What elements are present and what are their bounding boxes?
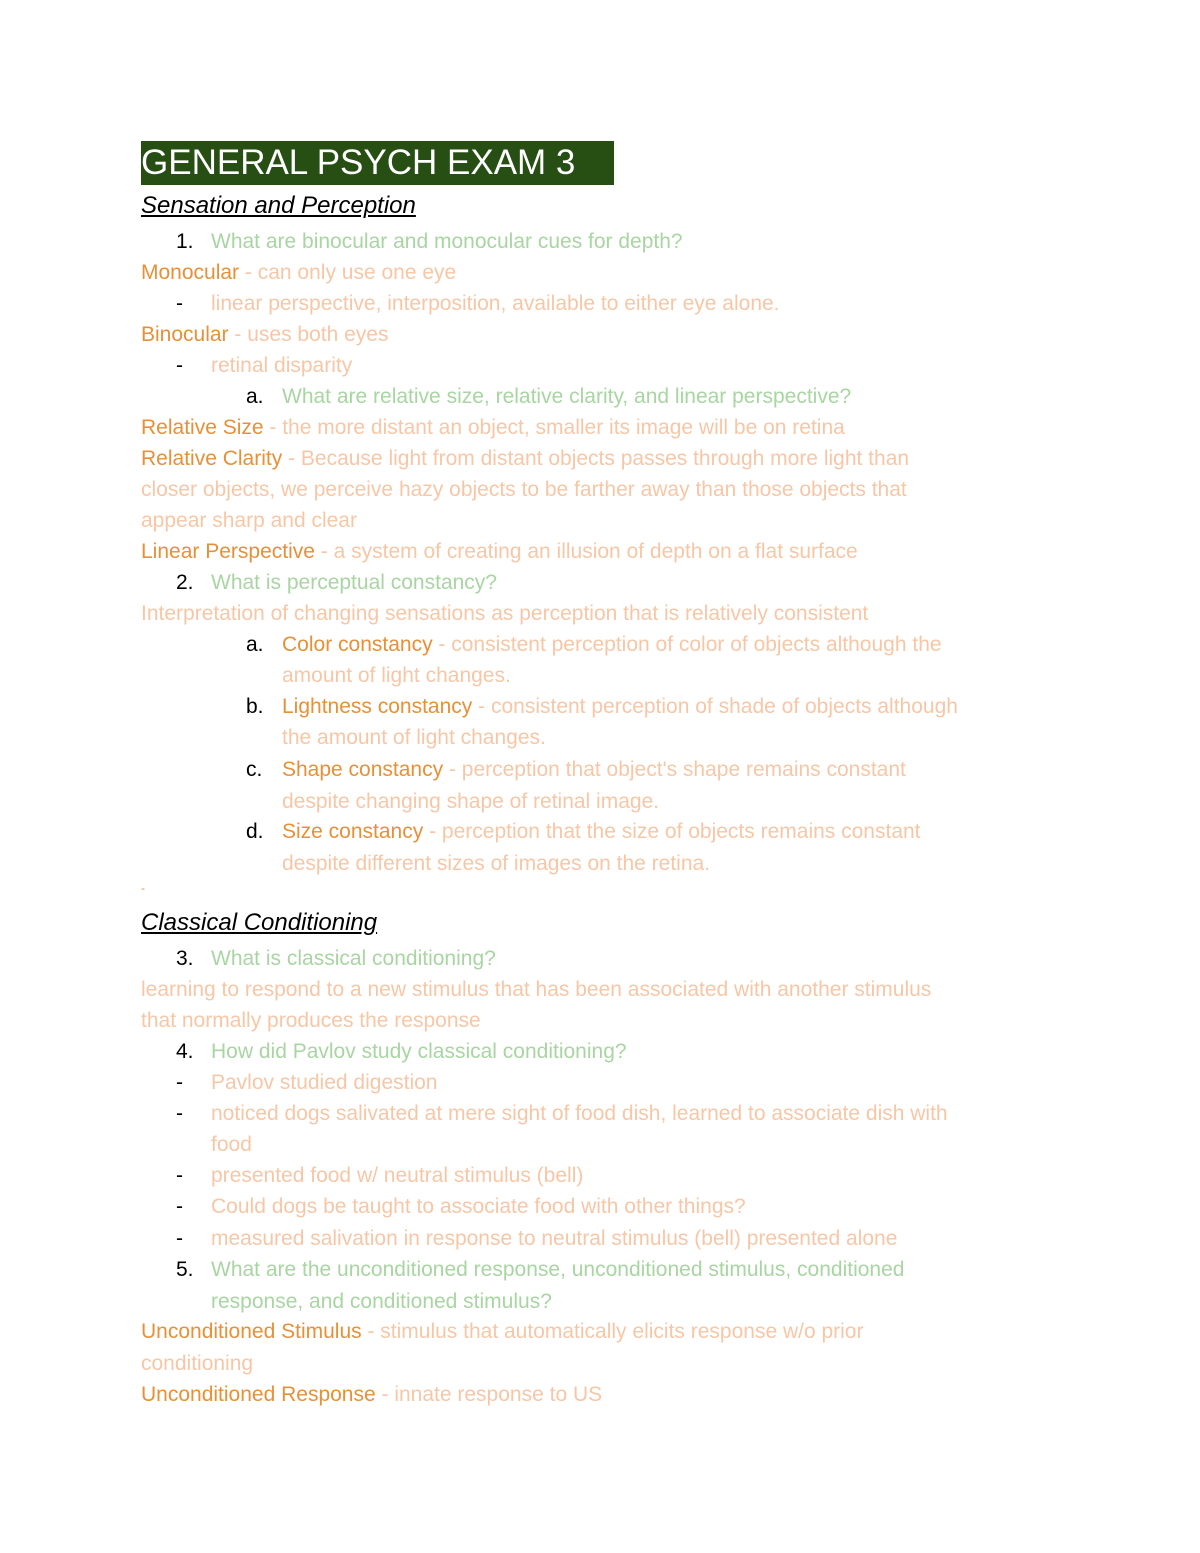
bullet-pavlov-5: measured salivation in response to neutral stimulus (bell) presented alone [211,1227,898,1250]
def-unconditioned-response: - innate response to US [375,1383,603,1406]
def-relative-clarity: - Because light from distant objects passes through more light than [282,447,910,470]
bullet-pavlov-3: presented food w/ neutral stimulus (bell) [211,1164,584,1187]
term-linear-perspective: Linear Perspective [141,540,315,563]
bullet-monocular: linear perspective, interposition, available to either eye alone. [211,292,780,315]
bullet-pavlov-2: noticed dogs salivated at mere sight of food dish, learned to associate dish with [211,1102,948,1125]
term-binocular: Binocular [141,323,229,346]
list-marker: 1. [176,230,194,253]
def-shape-constancy-cont: despite changing shape of retinal image. [282,790,660,813]
list-marker: a. [246,633,264,656]
def-shape-constancy: - perception that object's shape remains constant [443,758,906,781]
def-color-constancy-cont: amount of light changes. [282,664,511,687]
definition-relative-clarity [141,443,909,474]
definition-linear-perspective [141,536,858,567]
term-shape-constancy: Shape constancy [282,758,444,781]
list-marker: d. [246,820,264,843]
term-unconditioned-stimulus: Unconditioned Stimulus [141,1320,362,1343]
list-marker: 4. [176,1040,194,1063]
bullet-dash: - [176,292,183,315]
def-monocular: - can only use one eye [239,261,457,284]
def-color-constancy: - consistent perception of color of objects although the [432,633,942,656]
list-marker: 2. [176,571,194,594]
term-size-constancy: Size constancy [282,820,424,843]
definition-monocular [141,257,456,288]
item-lightness-constancy [282,691,958,722]
bullet-pavlov-1: Pavlov studied digestion [211,1071,438,1094]
item-color-constancy [282,629,942,660]
page-title: GENERAL PSYCH EXAM 3 [141,141,614,185]
list-marker: a. [246,385,264,408]
bullet-pavlov-4: Could dogs be taught to associate food with other things? [211,1195,746,1218]
section-heading-classical: Classical Conditioning [141,909,378,936]
question-1: What are binocular and monocular cues for depth? [211,230,683,253]
def-perceptual-constancy: Interpretation of changing sensations as perception that is relatively consistent [141,602,869,625]
question-4: How did Pavlov study classical conditioning? [211,1040,627,1063]
term-color-constancy: Color constancy [282,633,433,656]
bullet-dash: - [176,1227,183,1250]
question-2: What is perceptual constancy? [211,571,497,594]
list-marker: c. [246,758,263,781]
bullet-dash: - [176,1102,183,1125]
question-5: What are the unconditioned response, unconditioned stimulus, conditioned [211,1258,905,1281]
def-lightness-constancy-cont: the amount of light changes. [282,726,546,749]
bullet-dash: - [176,1164,183,1187]
question-5-cont: response, and conditioned stimulus? [211,1290,552,1313]
def-relative-size: - the more distant an object, smaller its image will be on retina [263,416,845,439]
section-heading-sensation: Sensation and Perception [141,192,416,219]
question-3: What is classical conditioning? [211,947,496,970]
bullet-dash: - [176,1071,183,1094]
bullet-binocular: retinal disparity [211,354,353,377]
def-linear-perspective: - a system of creating an illusion of depth on a flat surface [314,540,858,563]
term-relative-clarity: Relative Clarity [141,447,283,470]
def-size-constancy: - perception that the size of objects remains constant [423,820,921,843]
bullet-dash: - [176,1195,183,1218]
item-size-constancy [282,816,921,847]
def-unconditioned-stimulus: - stimulus that automatically elicits response w/o prior [361,1320,864,1343]
term-unconditioned-response: Unconditioned Response [141,1383,376,1406]
list-marker: b. [246,695,264,718]
list-marker: 3. [176,947,194,970]
question-a: What are relative size, relative clarity, and linear perspective? [282,385,852,408]
def-relative-clarity-cont: closer objects, we perceive hazy objects to be farther away than those objects that [141,478,907,501]
def-binocular: - uses both eyes [228,323,389,346]
definition-binocular [141,319,388,350]
term-relative-size: Relative Size [141,416,264,439]
definition-relative-size [141,412,845,443]
list-marker: 5. [176,1258,194,1281]
bullet-dash: - [176,354,183,377]
def-relative-clarity-cont: appear sharp and clear [141,509,357,532]
definition-unconditioned-response [141,1379,602,1410]
def-classical-conditioning: learning to respond to a new stimulus that has been associated with another stimulus [141,978,932,1001]
def-size-constancy-cont: despite different sizes of images on the retina. [282,852,711,875]
def-unconditioned-stimulus-cont: conditioning [141,1352,254,1375]
term-lightness-constancy: Lightness constancy [282,695,473,718]
term-monocular: Monocular [141,261,240,284]
bullet-pavlov-2-cont: food [211,1133,252,1156]
item-shape-constancy [282,754,906,785]
def-lightness-constancy: - consistent perception of shade of objects although [472,695,958,718]
stray-dash: - [141,881,145,895]
def-classical-conditioning-cont: that normally produces the response [141,1009,481,1032]
definition-unconditioned-stimulus [141,1316,863,1347]
